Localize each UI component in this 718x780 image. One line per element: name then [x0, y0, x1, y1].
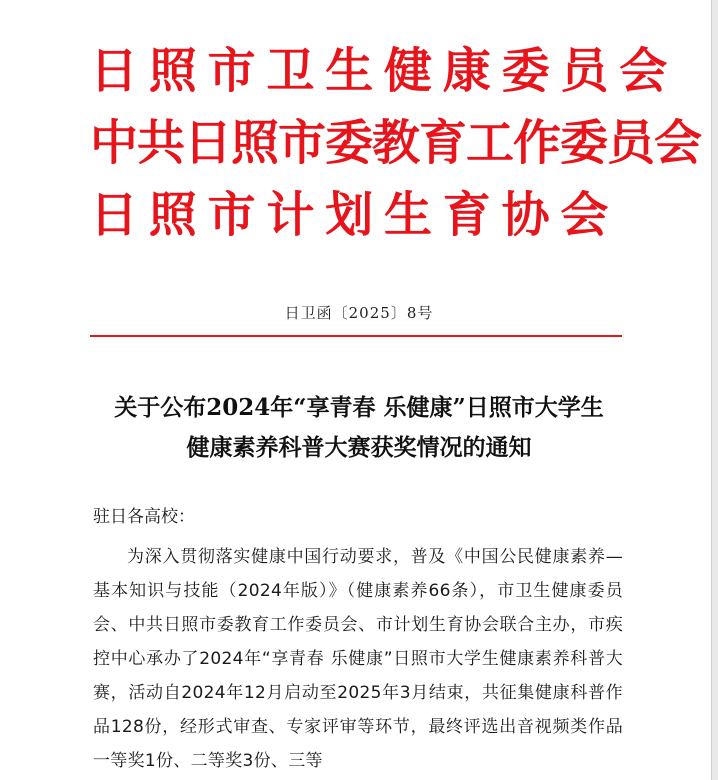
title-line-1: 关于公布2024年“享青春 乐健康”日照市大学生 — [114, 394, 604, 421]
org-name-education-committee: 中共日照市委教育工作委员会 — [90, 115, 702, 171]
page-edge — [711, 0, 718, 780]
document-number: 日卫函〔2025〕8号 — [284, 304, 434, 322]
org-name-health-commission: 日照市卫生健康委员会 — [90, 43, 679, 99]
red-divider-line — [90, 335, 622, 337]
salutation: 驻日各高校： — [93, 507, 195, 527]
org-name-family-planning-association: 日照市计划生育协会 — [90, 187, 620, 243]
notice-title — [70, 388, 648, 468]
notice-body — [93, 500, 623, 778]
issuing-organizations-header — [90, 35, 702, 251]
title-line-2: 健康素养科普大赛获奖情况的通知 — [186, 434, 532, 461]
body-paragraph: 为深入贯彻落实健康中国行动要求，普及《中国公民健康素养—基本知识与技能（2024年版）》（健康素养66条），市卫生健康委员会、中共日照市委教育工作委员会、市计划生育协会联合主办，市疾控中心承办了2024年“享青春 乐健康”日照市大学生健康素养科普大赛，活动自2024年12月启动至2025年3月结束，共征集健康科普作品128份，经形式审查、专家评审等环节，最终评选出音视频类作品一等奖1份、二等奖3份、三等 — [93, 547, 623, 771]
